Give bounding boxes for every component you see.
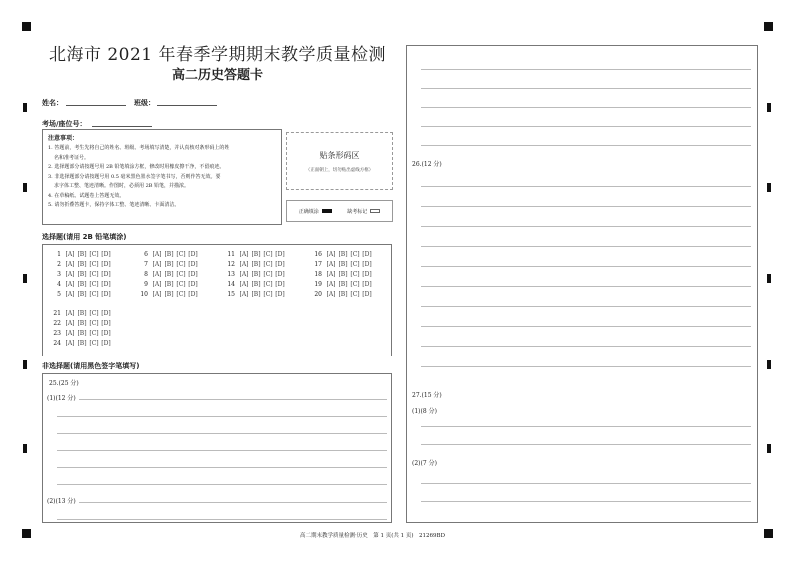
mcq-question-row xyxy=(312,291,373,298)
answer-bubble[interactable]: [D] xyxy=(362,261,372,268)
q27-1-label: (1)(8 分) xyxy=(412,408,437,415)
answer-bubble[interactable]: [A] xyxy=(326,281,336,288)
mcq-question-row xyxy=(312,271,373,278)
answer-bubble[interactable]: [D] xyxy=(362,291,372,298)
notice-item: 1. 答题前，考生先将自己的姓名、班级、考场填写清楚，并认真核对条形码上的姓 xyxy=(48,145,230,151)
answer-bubble[interactable]: [A] xyxy=(239,291,249,298)
answer-bubble[interactable]: [B] xyxy=(251,281,261,288)
question-number: 22 xyxy=(53,320,61,327)
answer-bubble[interactable]: [A] xyxy=(152,281,162,288)
answer-bubble[interactable]: [C] xyxy=(350,251,360,258)
answer-bubble[interactable]: [D] xyxy=(101,251,111,258)
mcq-question-row xyxy=(51,340,112,347)
answer-bubble[interactable]: [B] xyxy=(338,291,348,298)
answer-bubble[interactable]: [A] xyxy=(65,310,75,317)
answer-bubble[interactable]: [D] xyxy=(188,281,198,288)
question-number: 19 xyxy=(314,281,322,288)
mcq-question-row xyxy=(312,261,373,268)
answer-bubble[interactable]: [A] xyxy=(239,281,249,288)
mcq-question-row xyxy=(312,251,373,258)
question-number: 18 xyxy=(314,271,322,278)
mcq-question-row xyxy=(225,261,286,268)
notice-item: 2. 选择题部分请按题号用 2B 铅笔填涂方框，修改时用橡皮擦干净，不留痕迹。 xyxy=(48,164,225,170)
timing-mark xyxy=(767,360,771,369)
answer-bubble[interactable]: [D] xyxy=(101,310,111,317)
barcode-hint: （正面朝上，切勿贴出虚线方框） xyxy=(305,168,374,173)
q25-1-label: (1)(12 分) xyxy=(47,395,76,402)
correct-fill-label: 正确填涂 xyxy=(298,208,319,215)
mcq-question-row xyxy=(51,251,112,258)
answer-bubble[interactable]: [A] xyxy=(152,251,162,258)
answer-bubble[interactable]: [A] xyxy=(239,271,249,278)
mcq-question-row xyxy=(138,291,199,298)
answer-bubble[interactable]: [D] xyxy=(101,320,111,327)
answer-bubble[interactable]: [C] xyxy=(89,320,99,327)
answer-bubble[interactable]: [B] xyxy=(164,291,174,298)
answer-bubble[interactable]: [D] xyxy=(101,291,111,298)
mcq-question-row xyxy=(51,310,112,317)
answer-bubble[interactable]: [A] xyxy=(65,330,75,337)
answer-bubble[interactable]: [C] xyxy=(176,281,186,288)
answer-bubble[interactable]: [D] xyxy=(101,281,111,288)
answer-bubble[interactable]: [C] xyxy=(176,271,186,278)
answer-bubble[interactable]: [B] xyxy=(338,251,348,258)
notice-item: 4. 在草稿纸、试题卷上答题无效。 xyxy=(48,192,125,199)
question-number: 4 xyxy=(57,281,61,288)
answer-bubble[interactable]: [D] xyxy=(275,291,285,298)
notice-item: 名和准考证号。 xyxy=(54,154,90,161)
q26-q27-answer-box[interactable] xyxy=(406,45,758,523)
mcq-question-row xyxy=(225,291,286,298)
timing-mark xyxy=(23,274,27,283)
answer-bubble[interactable]: [C] xyxy=(176,291,186,298)
q25-label: 25.(25 分) xyxy=(49,380,79,387)
answer-bubble[interactable]: [C] xyxy=(89,291,99,298)
timing-mark xyxy=(767,103,771,112)
question-number: 14 xyxy=(227,281,235,288)
timing-mark xyxy=(23,183,27,192)
answer-bubble[interactable]: [A] xyxy=(65,261,75,268)
timing-mark xyxy=(23,444,27,453)
class-field[interactable] xyxy=(157,97,217,106)
timing-mark xyxy=(23,360,27,369)
answer-bubble[interactable]: [B] xyxy=(164,281,174,288)
mcq-question-row xyxy=(51,271,112,278)
mcq-question-row xyxy=(225,281,286,288)
mcq-question-row xyxy=(51,330,112,337)
mcq-question-row xyxy=(51,281,112,288)
answer-bubble[interactable]: [C] xyxy=(89,310,99,317)
answer-bubble[interactable]: [C] xyxy=(89,330,99,337)
question-number: 12 xyxy=(227,261,235,268)
absent-mark-label: 缺考标记 xyxy=(347,208,368,215)
answer-bubble[interactable]: [D] xyxy=(188,271,198,278)
answer-bubble[interactable]: [B] xyxy=(77,320,87,327)
question-number: 23 xyxy=(53,330,61,337)
answer-bubble[interactable]: [D] xyxy=(275,271,285,278)
answer-bubble[interactable]: [C] xyxy=(89,340,99,347)
class-label: 班级： xyxy=(134,99,155,107)
fill-legend xyxy=(286,200,393,222)
question-number: 8 xyxy=(144,271,148,278)
answer-bubble[interactable]: [D] xyxy=(362,281,372,288)
timing-mark xyxy=(767,183,771,192)
page-title: 北海市 2021 年春季学期期末教学质量检测 xyxy=(48,45,387,65)
answer-bubble[interactable]: [B] xyxy=(77,271,87,278)
answer-bubble[interactable]: [A] xyxy=(65,281,75,288)
timing-mark xyxy=(767,444,771,453)
q25-answer-box[interactable] xyxy=(42,373,392,523)
answer-bubble[interactable]: [C] xyxy=(89,271,99,278)
mcq-question-row xyxy=(51,261,112,268)
mcq-question-row xyxy=(138,271,199,278)
notice-item: 求字体工整、笔迹清晰。作图时，必须用 2B 铅笔，并描浓。 xyxy=(54,183,190,189)
barcode-area xyxy=(286,132,393,190)
registration-mark xyxy=(22,22,31,31)
answer-bubble[interactable]: [B] xyxy=(77,261,87,268)
answer-bubble[interactable]: [B] xyxy=(77,310,87,317)
registration-mark xyxy=(764,529,773,538)
answer-bubble[interactable]: [B] xyxy=(338,281,348,288)
answer-bubble[interactable]: [C] xyxy=(89,251,99,258)
answer-bubble[interactable]: [A] xyxy=(152,291,162,298)
name-label: 姓名： xyxy=(42,99,63,107)
answer-bubble[interactable]: [A] xyxy=(326,271,336,278)
answer-bubble[interactable]: [B] xyxy=(251,261,261,268)
question-number: 1 xyxy=(57,251,61,258)
mcq-question-row xyxy=(51,291,112,298)
answer-bubble[interactable]: [C] xyxy=(350,281,360,288)
notice-heading: 注意事项： xyxy=(48,135,79,142)
question-number: 2 xyxy=(57,261,61,268)
page-subtitle: 高二历史答题卡 xyxy=(171,68,263,83)
answer-bubble[interactable]: [D] xyxy=(101,330,111,337)
answer-bubble[interactable]: [C] xyxy=(89,281,99,288)
registration-mark xyxy=(22,529,31,538)
q26-label: 26.(12 分) xyxy=(412,161,442,168)
question-number: 17 xyxy=(314,261,322,268)
question-number: 11 xyxy=(227,251,235,258)
answer-bubble[interactable]: [A] xyxy=(152,271,162,278)
answer-bubble[interactable]: [A] xyxy=(239,261,249,268)
answer-bubble[interactable]: [A] xyxy=(65,271,75,278)
mcq-section-title: 选择题(请用 2B 铅笔填涂) xyxy=(42,233,127,241)
non-mcq-section-title: 非选择题(请用黑色签字笔填写) xyxy=(42,362,140,370)
mcq-question-row xyxy=(138,281,199,288)
answer-bubble[interactable]: [D] xyxy=(362,251,372,258)
answer-bubble[interactable]: [C] xyxy=(263,291,273,298)
question-number: 7 xyxy=(144,261,148,268)
mcq-answer-area xyxy=(42,244,392,356)
answer-bubble[interactable]: [A] xyxy=(326,291,336,298)
question-number: 15 xyxy=(227,291,235,298)
registration-mark xyxy=(764,22,773,31)
answer-bubble[interactable]: [B] xyxy=(77,281,87,288)
q27-2-label: (2)(7 分) xyxy=(412,460,437,467)
notice-item: 5. 请勿折叠答题卡，保持字体工整、笔迹清晰、卡面清洁。 xyxy=(48,202,180,208)
answer-bubble[interactable]: [C] xyxy=(263,281,273,288)
mcq-question-row xyxy=(138,251,199,258)
answer-bubble[interactable]: [A] xyxy=(65,340,75,347)
answer-bubble[interactable]: [C] xyxy=(350,291,360,298)
answer-bubble[interactable]: [A] xyxy=(326,251,336,258)
absent-mark-box[interactable] xyxy=(370,209,380,213)
answer-bubble[interactable]: [D] xyxy=(275,281,285,288)
question-number: 24 xyxy=(53,340,61,347)
question-number: 3 xyxy=(57,271,61,278)
answer-bubble[interactable]: [A] xyxy=(152,261,162,268)
answer-bubble[interactable]: [B] xyxy=(251,271,261,278)
barcode-label: 贴条形码区 xyxy=(319,151,360,160)
answer-bubble[interactable]: [B] xyxy=(77,291,87,298)
mcq-question-row xyxy=(225,271,286,278)
answer-bubble[interactable]: [B] xyxy=(338,261,348,268)
answer-bubble[interactable]: [C] xyxy=(350,271,360,278)
answer-bubble[interactable]: [A] xyxy=(65,320,75,327)
timing-mark xyxy=(23,103,27,112)
mcq-question-row xyxy=(225,251,286,258)
answer-bubble[interactable]: [C] xyxy=(176,261,186,268)
answer-bubble[interactable]: [D] xyxy=(101,340,111,347)
answer-bubble[interactable]: [D] xyxy=(188,261,198,268)
answer-bubble[interactable]: [D] xyxy=(362,271,372,278)
answer-bubble[interactable]: [A] xyxy=(65,251,75,258)
answer-bubble[interactable]: [D] xyxy=(275,251,285,258)
answer-bubble[interactable]: [B] xyxy=(164,261,174,268)
timing-mark xyxy=(767,274,771,283)
question-number: 10 xyxy=(140,291,148,298)
answer-bubble[interactable]: [B] xyxy=(164,251,174,258)
answer-bubble[interactable]: [C] xyxy=(89,261,99,268)
answer-bubble[interactable]: [D] xyxy=(188,251,198,258)
question-number: 16 xyxy=(314,251,322,258)
answer-bubble[interactable]: [D] xyxy=(188,291,198,298)
answer-bubble[interactable]: [B] xyxy=(251,251,261,258)
question-number: 5 xyxy=(57,291,61,298)
filled-box-icon xyxy=(322,209,332,213)
answer-bubble[interactable]: [C] xyxy=(263,251,273,258)
question-number: 21 xyxy=(53,310,61,317)
page-footer: 高二期末教学质量检测·历史 第 1 页(共 1 页) 21269BD xyxy=(300,533,445,539)
answer-bubble[interactable]: [B] xyxy=(77,330,87,337)
mcq-question-row xyxy=(138,261,199,268)
answer-bubble[interactable]: [C] xyxy=(263,261,273,268)
notice-box xyxy=(42,129,282,225)
answer-bubble[interactable]: [A] xyxy=(326,261,336,268)
answer-bubble[interactable]: [D] xyxy=(101,261,111,268)
answer-bubble[interactable]: [C] xyxy=(350,261,360,268)
answer-bubble[interactable]: [B] xyxy=(77,340,87,347)
question-number: 6 xyxy=(144,251,148,258)
q25-2-label: (2)(13 分) xyxy=(47,498,76,505)
answer-bubble[interactable]: [B] xyxy=(77,251,87,258)
answer-bubble[interactable]: [B] xyxy=(251,291,261,298)
answer-bubble[interactable]: [B] xyxy=(338,271,348,278)
answer-bubble[interactable]: [D] xyxy=(275,261,285,268)
exam-seat-label: 考场/座位号： xyxy=(42,120,87,128)
answer-bubble[interactable]: [A] xyxy=(239,251,249,258)
question-number: 9 xyxy=(144,281,148,288)
name-field[interactable] xyxy=(66,97,126,106)
notice-item: 3. 非选择题部分请按题号用 0.5 毫米黑色墨水签字笔书写，否则作答无效。要 xyxy=(48,173,221,180)
question-number: 13 xyxy=(227,271,235,278)
answer-bubble[interactable]: [A] xyxy=(65,291,75,298)
answer-bubble[interactable]: [C] xyxy=(263,271,273,278)
q27-label: 27.(15 分) xyxy=(412,392,442,399)
question-number: 20 xyxy=(314,291,322,298)
mcq-question-row xyxy=(312,281,373,288)
answer-bubble[interactable]: [C] xyxy=(176,251,186,258)
answer-bubble[interactable]: [B] xyxy=(164,271,174,278)
answer-bubble[interactable]: [D] xyxy=(101,271,111,278)
exam-seat-field[interactable] xyxy=(92,118,152,127)
mcq-question-row xyxy=(51,320,112,327)
